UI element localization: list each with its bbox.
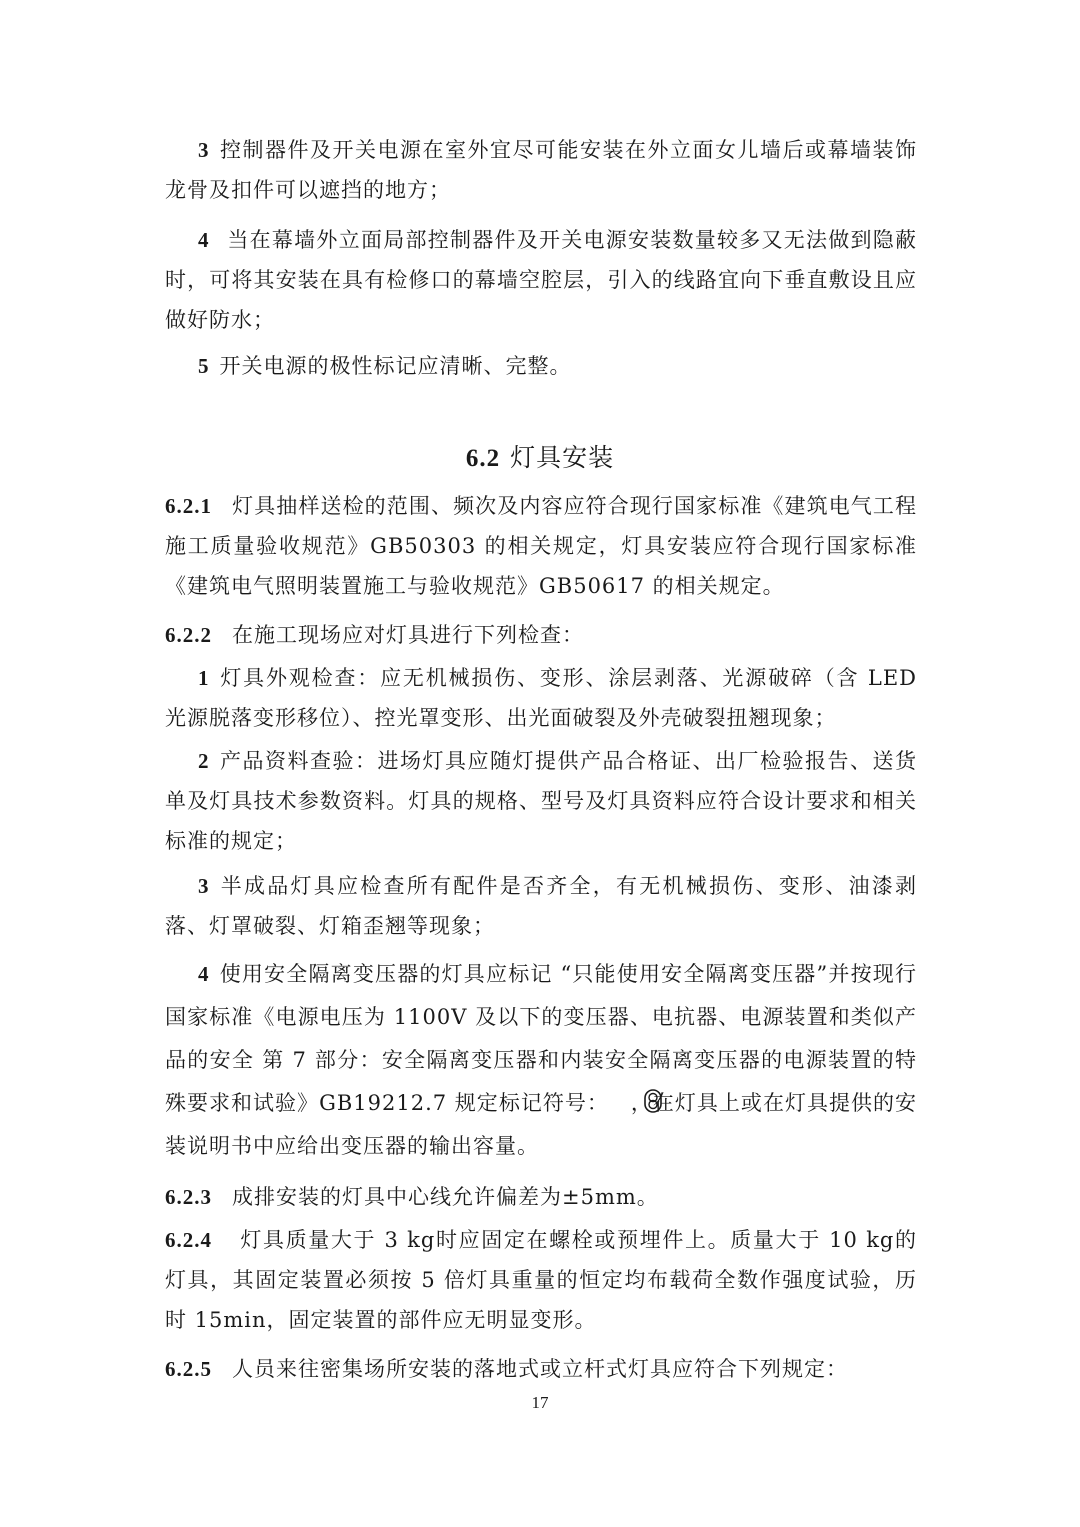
list-item	[165, 658, 917, 738]
item-text: 开关电源的极性标记应清晰、完整。	[219, 354, 572, 378]
clause-text: 灯具质量大于 3 kg时应固定在螺栓或预埋件上。质量大于 10 kg的灯具，其固定装置必须按 5 倍灯具重量的恒定均布载荷全数作强度试验，历时 15min，固定装置的部件应无明显变形。	[165, 1228, 917, 1332]
item-number: 4	[198, 962, 210, 986]
item-number: 1	[198, 666, 210, 690]
item-number: 3	[198, 138, 210, 162]
item-text: 产品资料查验：进场灯具应随灯提供产品合格证、出厂检验报告、送货单及灯具技术参数资料。灯具的规格、型号及灯具资料应符合设计要求和相关标准的规定；	[165, 749, 917, 853]
section-number: 6.2	[465, 445, 501, 472]
section-heading	[0, 438, 1080, 479]
list-item	[165, 866, 917, 946]
item-number: 4	[198, 228, 210, 252]
item-text-before: 使用安全隔离变压器的灯具应标记 “只能使用安全隔离变压器”并按现行国家标准《电源电压为 1100V 及以下的变压器、电抗器、电源装置和类似产品的安全 第 7 部分：安全隔离变压器和内装安全隔离变压器的电源装置的特殊要求和试验》GB19212.7 规定标记符号：	[165, 962, 917, 1115]
clause-number: 6.2.4	[165, 1228, 212, 1252]
item-number: 3	[198, 874, 210, 898]
clause-6-2-4	[165, 1220, 917, 1340]
item-text: 灯具外观检查：应无机械损伤、变形、涂层剥落、光源破碎（含 LED 光源脱落变形移位）、控光罩变形、出光面破裂及外壳破裂扭翘现象；	[165, 666, 917, 730]
item-text: 半成品灯具应检查所有配件是否齐全，有无机械损伤、变形、油漆剥落、灯罩破裂、灯箱歪翘等现象；	[165, 874, 917, 938]
clause-6-2-5	[165, 1349, 917, 1389]
item-text: 当在幕墙外立面局部控制器件及开关电源安装数量较多又无法做到隐蔽时，可将其安装在具有检修口的幕墙空腔层，引入的线路宜向下垂直敷设且应做好防水；	[165, 228, 917, 332]
clause-number: 6.2.2	[165, 623, 212, 647]
item-text-after: ，在灯具上或在灯具提供的安装说明书中应给出变压器的输出容量。	[165, 1091, 917, 1158]
list-item	[165, 220, 917, 340]
clause-6-2-1	[165, 486, 917, 606]
list-item	[165, 130, 917, 210]
clause-6-2-2	[165, 615, 917, 655]
clause-number: 6.2.5	[165, 1357, 212, 1381]
list-item	[165, 953, 917, 1168]
item-text: 控制器件及开关电源在室外宜尽可能安装在外立面女儿墙后或幕墙装饰龙骨及扣件可以遮挡的地方；	[165, 138, 917, 202]
safety-isolating-transformer-symbol-icon	[611, 1085, 629, 1109]
item-number: 5	[198, 354, 210, 378]
list-item	[165, 741, 917, 861]
clause-number: 6.2.3	[165, 1185, 212, 1209]
item-number: 2	[198, 749, 210, 773]
clause-number: 6.2.1	[165, 494, 212, 518]
clause-text: 灯具抽样送检的范围、频次及内容应符合现行国家标准《建筑电气工程施工质量验收规范》GB50303 的相关规定，灯具安装应符合现行国家标准《建筑电气照明装置施工与验收规范》GB50617 的相关规定。	[165, 494, 917, 598]
clause-text: 成排安装的灯具中心线允许偏差为±5mm。	[232, 1185, 659, 1209]
clause-text: 在施工现场应对灯具进行下列检查：	[232, 623, 584, 647]
section-title-text: 灯具安装	[510, 443, 615, 472]
clause-text: 人员来往密集场所安装的落地式或立杆式灯具应符合下列规定：	[232, 1357, 848, 1381]
clause-6-2-3	[165, 1177, 917, 1217]
page-number: 17	[531, 1393, 549, 1412]
list-item	[165, 346, 917, 386]
